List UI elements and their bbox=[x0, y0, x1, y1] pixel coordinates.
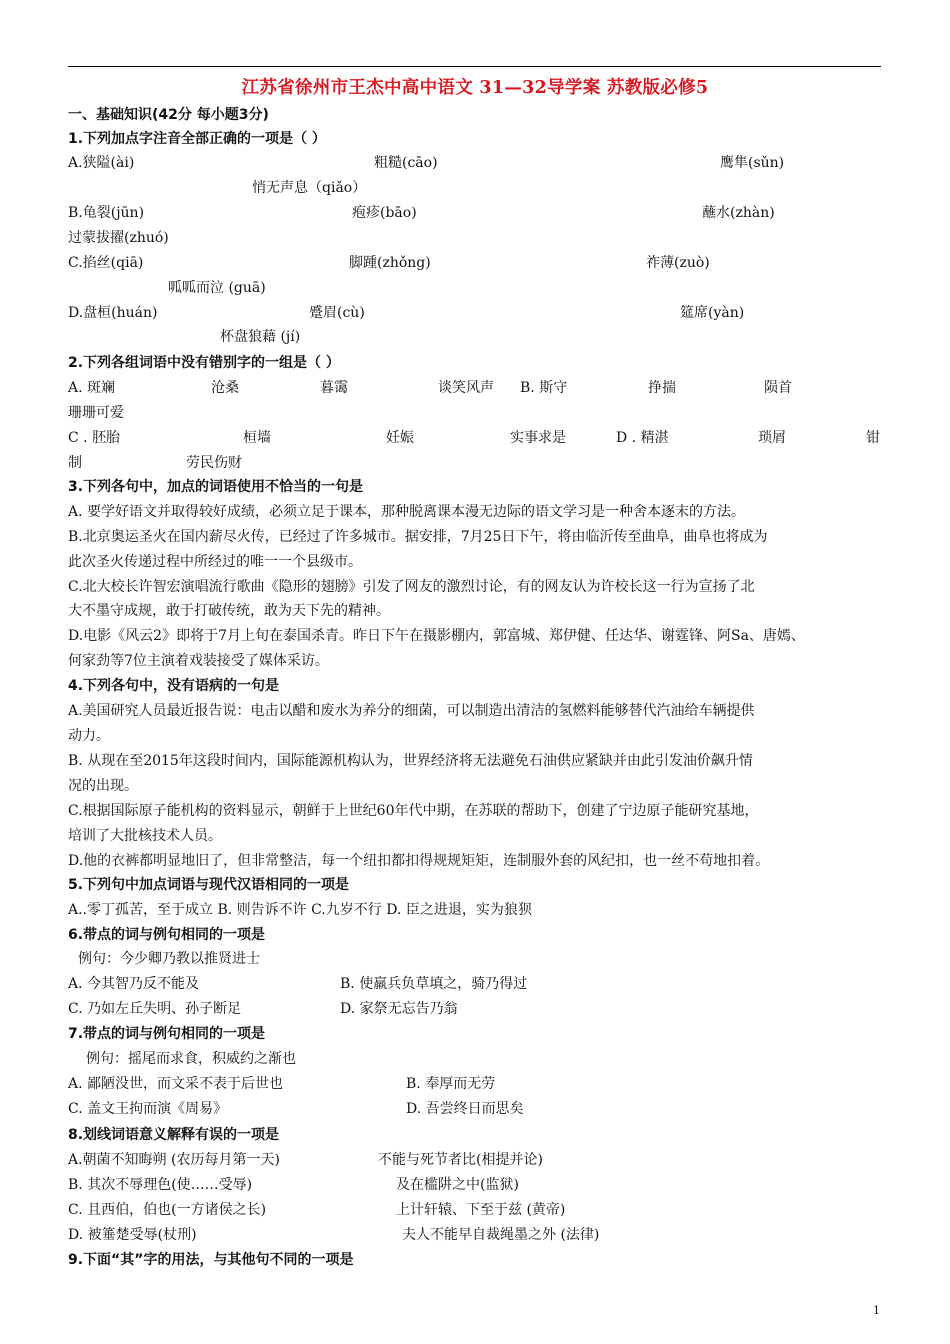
text-line: C. 乃如左丘失明、孙子断足 bbox=[68, 1001, 242, 1017]
text-line: C. 且西伯，伯也(一方诸侯之长) bbox=[68, 1202, 267, 1218]
text-line: C.掐丝(qiā) bbox=[68, 255, 144, 271]
text-line: 蹙眉(cù) bbox=[309, 305, 365, 321]
question-heading: 一、基础知识(42分 每小题3分) bbox=[68, 107, 269, 123]
text-line: 谈笑风声 bbox=[438, 380, 494, 396]
text-line: 劳民伤财 bbox=[186, 455, 242, 471]
document-title: 江苏省徐州市王杰中高中语文 31—32导学案 苏教版必修5 bbox=[241, 78, 709, 98]
text-line: 蘸水(zhàn) bbox=[702, 205, 775, 221]
text-line: D . 精湛 bbox=[616, 430, 669, 446]
text-line: D. 吾尝终日而思矣 bbox=[406, 1101, 524, 1117]
text-line: A. 斑斓 bbox=[68, 380, 116, 396]
question-heading: 4.下列各句中，没有语病的一句是 bbox=[68, 678, 280, 694]
question-heading: 3.下列各句中，加点的词语使用不恰当的一句是 bbox=[68, 479, 364, 495]
text-line: 呱呱而泣 (guā) bbox=[168, 280, 266, 296]
text-line: A.美国研究人员最近报告说：电击以醋和废水为养分的细菌，可以制造出清洁的氢燃料能够替代汽油给车辆提供 bbox=[68, 703, 755, 719]
text-line: B.龟裂(jūn) bbox=[68, 205, 145, 221]
text-line: B. 从现在至2015年这段时间内，国际能源机构认为，世界经济将无法避免石油供应紧缺并由此引发油价飙升情 bbox=[68, 753, 753, 769]
text-line: 鹰隼(sǔn) bbox=[720, 155, 785, 171]
text-line: 何家劲等7位主演着戏装接受了媒体采访。 bbox=[68, 653, 329, 669]
text-line: 沧桑 bbox=[211, 380, 239, 396]
text-line: 粗糙(cāo) bbox=[374, 155, 438, 171]
text-line: 例句：摇尾而求食，积威约之渐也 bbox=[86, 1051, 296, 1067]
text-line: D. 家祭无忘告乃翁 bbox=[340, 1001, 458, 1017]
text-line: 实事求是 bbox=[510, 430, 566, 446]
text-line: A..零丁孤苦，至于成立 B. 则告诉不许 C.九岁不行 D. 臣之进退，实为狼狈 bbox=[68, 902, 532, 918]
text-line: 况的出现。 bbox=[68, 778, 138, 794]
text-line: 及在槛阱之中(监狱) bbox=[396, 1177, 519, 1193]
text-line: A. 鄙陋没世，而文采不表于后世也 bbox=[68, 1076, 284, 1092]
text-line: B. 奉厚而无劳 bbox=[406, 1076, 496, 1092]
text-line: 桓墙 bbox=[243, 430, 271, 446]
text-line: 陨首 bbox=[764, 380, 792, 396]
text-line: 过蒙拔擢(zhuó) bbox=[68, 230, 169, 246]
text-line: A. 要学好语文并取得较好成绩，必须立足于课本，那种脱离课本漫无边际的语文学习是一种舍本逐末的方法。 bbox=[68, 504, 746, 520]
question-heading: 2.下列各组词语中没有错别字的一组是（ ） bbox=[68, 355, 340, 371]
text-line: 夫人不能早自裁绳墨之外 (法律) bbox=[402, 1227, 600, 1243]
question-heading: 7.带点的词与例句相同的一项是 bbox=[68, 1026, 266, 1042]
text-line: 祚薄(zuò) bbox=[646, 255, 710, 271]
text-line: 大不墨守成规，敢于打破传统，敢为天下先的精神。 bbox=[68, 603, 390, 619]
text-line: 珊珊可爱 bbox=[68, 405, 124, 421]
text-line: C.北大校长许智宏演唱流行歌曲《隐形的翅膀》引发了网友的激烈讨论，有的网友认为许校长这一行为宣扬了北 bbox=[68, 579, 755, 595]
text-line: 不能与死节者比(相提并论) bbox=[378, 1152, 543, 1168]
page-number: 1 bbox=[873, 1304, 880, 1317]
text-line: A. 今其智乃反不能及 bbox=[68, 976, 200, 992]
text-line: 动力。 bbox=[68, 728, 110, 744]
text-line: D.电影《风云2》即将于7月上旬在泰国杀青。昨日下午在摄影棚内，郭富城、郑伊健、任达华、谢霆锋、阿Sa、唐嫣、 bbox=[68, 628, 805, 644]
text-line: B. 其次不辱理色(使……受辱) bbox=[68, 1177, 253, 1193]
text-line: 制 bbox=[68, 455, 82, 471]
text-line: D.他的衣裤都明显地旧了，但非常整洁，每一个纽扣都扣得规规矩矩，连制服外套的风纪扣，也一丝不苟地扣着。 bbox=[68, 853, 770, 869]
text-line: 琐屑 bbox=[758, 430, 786, 446]
text-line: 钳 bbox=[866, 430, 880, 446]
text-line: D.盘桓(huán) bbox=[68, 305, 158, 321]
text-line: A.狭隘(ài) bbox=[68, 155, 135, 171]
text-line: B.北京奥运圣火在国内薪尽火传，已经过了许多城市。据安排，7月25日下午，将由临沂传至曲阜，曲阜也将成为 bbox=[68, 529, 768, 545]
text-line: 暮霭 bbox=[320, 380, 348, 396]
text-line: C . 胚胎 bbox=[68, 430, 121, 446]
text-line: 妊娠 bbox=[386, 430, 414, 446]
text-line: C. 盖文王拘而演《周易》 bbox=[68, 1101, 228, 1117]
question-heading: 6.带点的词与例句相同的一项是 bbox=[68, 927, 266, 943]
text-line: 培训了大批核技术人员。 bbox=[68, 828, 222, 844]
header-rule bbox=[68, 66, 881, 67]
text-line: A.朝菌不知晦朔 (农历每月第一天) bbox=[68, 1152, 280, 1168]
text-line: D. 被箠楚受辱(杖刑) bbox=[68, 1227, 197, 1243]
text-line: 疱疹(bāo) bbox=[352, 205, 417, 221]
text-line: 此次圣火传递过程中所经过的唯一一个县级市。 bbox=[68, 554, 362, 570]
text-line: 筵席(yàn) bbox=[680, 305, 745, 321]
question-heading: 5.下列句中加点词语与现代汉语相同的一项是 bbox=[68, 877, 350, 893]
text-line: 例句：今少卿乃教以推贤进士 bbox=[78, 951, 260, 967]
question-heading: 9.下面“其”字的用法，与其他句不同的一项是 bbox=[68, 1252, 354, 1268]
text-line: B. 斯守 bbox=[520, 380, 568, 396]
text-line: 杯盘狼藉 (jí) bbox=[220, 329, 301, 345]
text-line: C.根据国际原子能机构的资料显示，朝鲜于上世纪60年代中期，在苏联的帮助下，创建了宁边原子能研究基地， bbox=[68, 803, 759, 819]
text-line: 悄无声息（qiǎo） bbox=[252, 180, 367, 196]
text-line: 上计轩辕、下至于兹 (黄帝) bbox=[396, 1202, 566, 1218]
text-line: B. 使羸兵负草填之，骑乃得过 bbox=[340, 976, 528, 992]
text-line: 脚踵(zhǒng) bbox=[349, 255, 431, 271]
question-heading: 8.划线词语意义解释有误的一项是 bbox=[68, 1127, 280, 1143]
text-line: 挣揣 bbox=[648, 380, 676, 396]
question-heading: 1.下列加点字注音全部正确的一项是（ ） bbox=[68, 131, 326, 147]
